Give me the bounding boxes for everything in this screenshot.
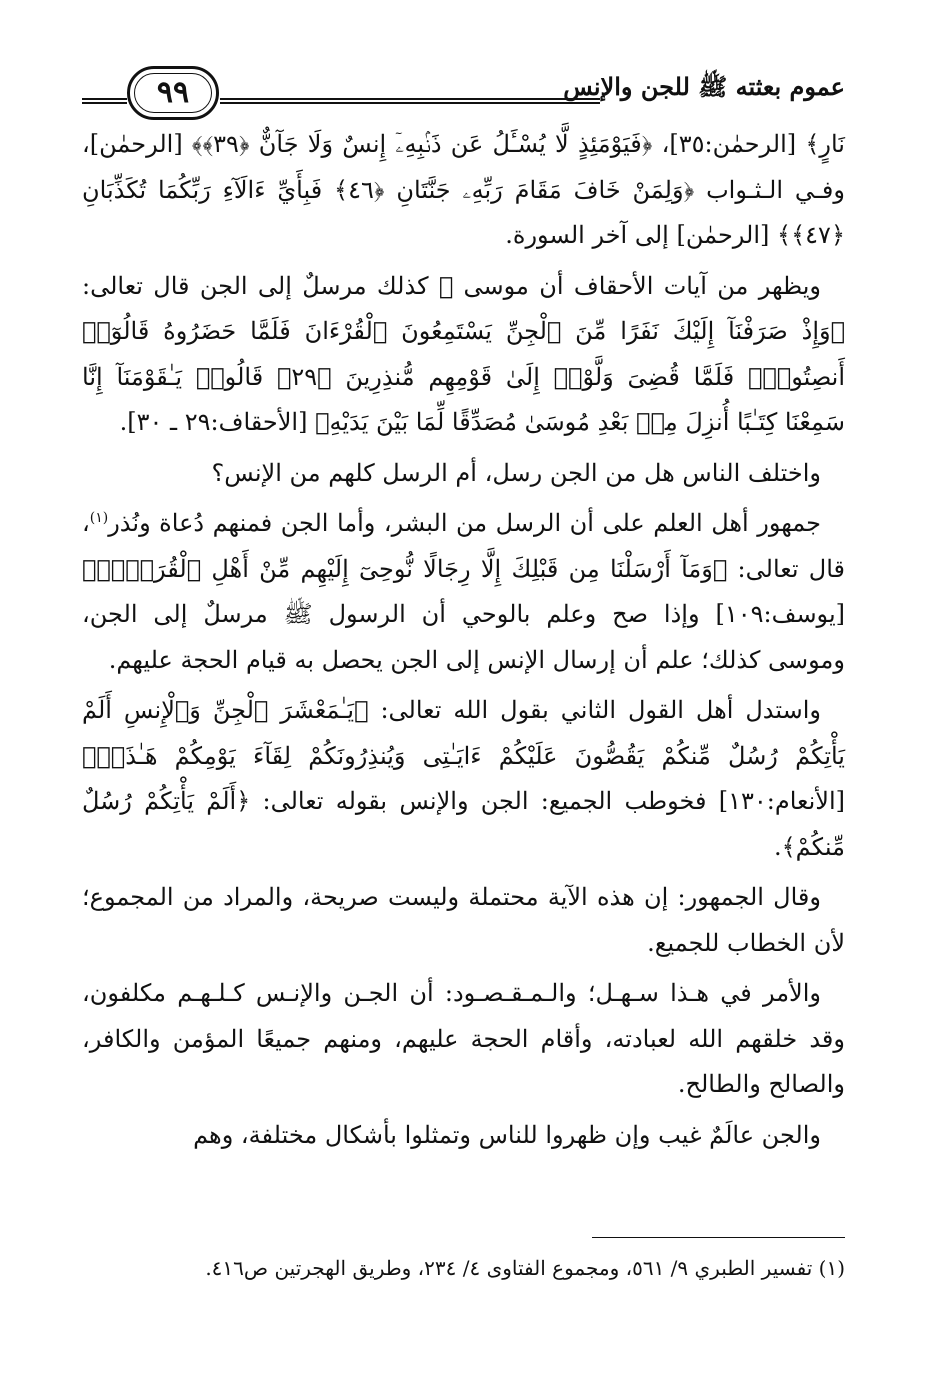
page-number-frame	[127, 66, 219, 120]
header-rule-right	[220, 98, 600, 104]
header-rule-left	[82, 98, 127, 104]
page-header	[82, 66, 845, 126]
paragraph-4-end: ، قال تعالى: ﴿وَمَآ أَرْسَلْنَا مِن قَبْلِكَ إِلَّا رِجَالًا نُّوحِىٓ إِلَيْهِم مِّنْ أَهْلِ ٱلْقُرَىٰٓۗ﴾ [يوسف:١٠٩] وإذا صح وعلم بالوحي أن الرسول ﷺ مرسلٌ إلى الجن، وموسى كذلك؛ علم أن إرسال الإنس إلى الجن يحصل به قيام الحجة عليهم.	[82, 509, 845, 674]
main-text	[82, 122, 845, 1163]
paragraph-6: وقال الجمهور: إن هذه الآية محتملة وليست صريحة، والمراد من المجموع؛ لأن الخطاب للجميع.	[82, 883, 845, 957]
paragraph-7: والأمر في هـذا سـهـل؛ والـمـقـصـود: أن الجـن والإنـس كـلـهـم مكلفون، وقد خلقهم الله لعبادته، وأقام الحجة عليهم، ومنهم جميعًا المؤمن والكافر، والصالح والطالح.	[82, 979, 845, 1098]
paragraph-2: ويظهر من آيات الأحقاف أن موسى ﷺ كذلك مرسلٌ إلى الجن قال تعالى: ﴿وَإِذْ صَرَفْنَآ إِلَيْكَ نَفَرًا مِّنَ ٱلْجِنِّ يَسْتَمِعُونَ ٱلْقُرْءَانَ فَلَمَّا حَضَرُوهُ قَالُوٓا۟ أَنصِتُوا۟ۖ فَلَمَّا قُضِىَ وَلَّوْا۟ إِلَىٰ قَوْمِهِم مُّنذِرِينَ ﴿٢٩﴾ قَالُوا۟ يَـٰقَوْمَنَآ إِنَّا سَمِعْنَا كِتَـٰبًا أُنزِلَ مِنۢ بَعْدِ مُوسَىٰ مُصَدِّقًا لِّمَا بَيْنَ يَدَيْهِ﴾ [الأحقاف:٢٩ ـ ٣٠].	[82, 271, 845, 436]
paragraph-4	[82, 501, 845, 683]
paragraph-5: واستدل أهل القول الثاني بقول الله تعالى: ﴿يَـٰمَعْشَرَ ٱلْجِنِّ وَٱلْإِنسِ أَلَمْ يَأْتِكُمْ رُسُلٌ مِّنكُمْ يَقُصُّونَ عَلَيْكُمْ ءَايَـٰتِى وَيُنذِرُونَكُمْ لِقَآءَ يَوْمِكُمْ هَـٰذَاۚ﴾ [الأنعام:١٣٠] فخوطب الجميع: الجن والإنس بقوله تعالى: ﴿أَلَمْ يَأْتِكُمْ رُسُلٌ مِّنكُمْ﴾.	[82, 696, 845, 861]
footnote-marker: (١)	[89, 510, 109, 526]
paragraph-8: والجن عالَمٌ غيب وإن ظهروا للناس وتمثلوا بأشكال مختلفة، وهم	[193, 1120, 821, 1149]
paragraph-3: واختلف الناس هل من الجن رسل، أم الرسل كلهم من الإنس؟	[211, 458, 821, 487]
page-number: ٩٩	[156, 75, 190, 110]
footnote-rule	[592, 1237, 845, 1238]
paragraph-4-start: جمهور أهل العلم على أن الرسل من البشر، وأما الجن فمنهم دُعاة ونُذر	[108, 509, 821, 537]
paragraph-1: نَارٍ﴾ [الرحمٰن:٣٥]، ﴿فَيَوْمَئِذٍ لَّا يُسْـَٔلُ عَن ذَنۢبِهِۦٓ إِنسٌ وَلَا جَآنٌّ ﴿٣٩﴾﴾ [الرحمٰن]، وفـي الـثـواب ﴿وَلِمَنْ خَافَ مَقَامَ رَبِّهِۦ جَنَّتَانِ ﴿٤٦﴾ فَبِأَيِّ ءَالَآءِ رَبِّكُمَا تُكَذِّبَانِ ﴿٤٧﴾﴾ [الرحمٰن] إلى آخر السورة.	[82, 130, 845, 249]
footnote: (١) تفسير الطبري ٩/ ٥٦١، ومجموع الفتاوى ٤/ ٢٣٤، وطريق الهجرتين ص٤١٦.	[205, 1256, 845, 1280]
running-title: عموم بعثته ﷺ للجن والإنس	[563, 72, 845, 101]
